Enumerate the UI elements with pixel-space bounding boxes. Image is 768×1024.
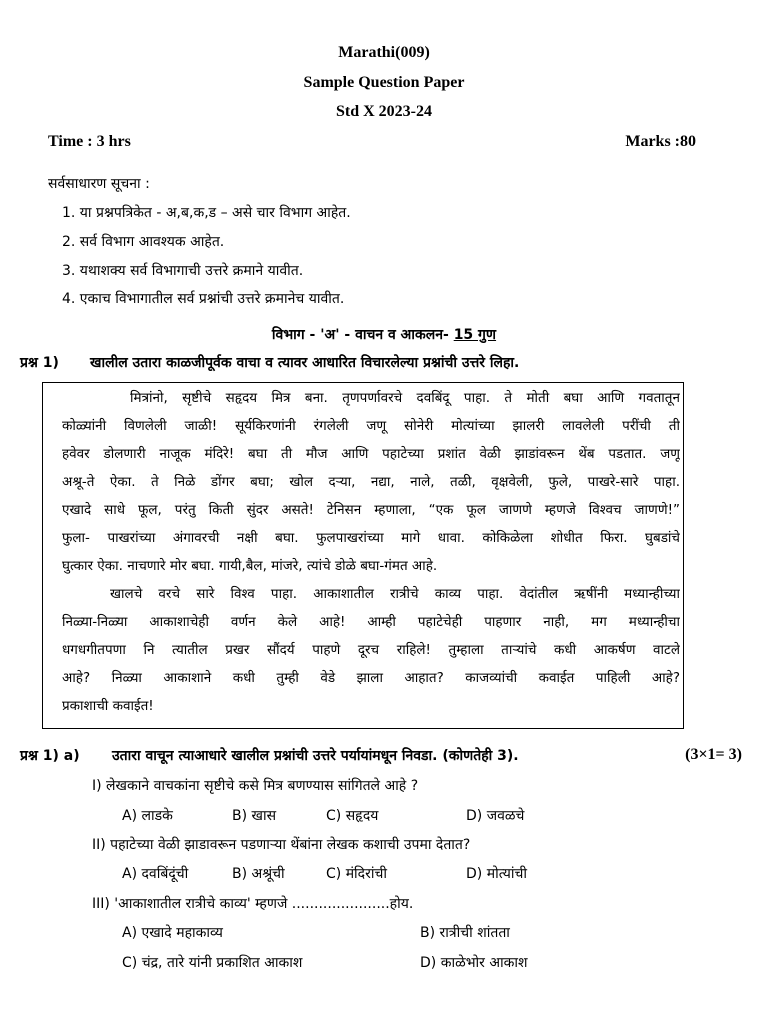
section-a-marks: 15 गुण <box>453 327 497 343</box>
mcq-question: II) पहाटेच्या वेळी झाडावरून पडणाऱ्या थेंबांना लेखक कशाची उपमा देतात? <box>92 837 471 853</box>
mcq-option: D) जवळचे <box>466 808 525 824</box>
passage-line: हवेवर डोलणारी नाजूक मंदिरे! बघा ती मौज आणि पहाटेच्या प्रशांत वेळी झाडांवरून थेंब पडतात. जणू <box>62 446 680 462</box>
passage-line: मित्रांनो, सृष्टीचे सहृदय मित्र बना. तृणपर्णावरचे दवबिंदू पाहा. ते मोती बघा आणि गवतातून <box>130 390 680 406</box>
instruction-item: 1. या प्रश्नपत्रिकेत - अ,ब,क,ड – असे चार विभाग आहेत. <box>62 205 351 221</box>
question-1a-label: प्रश्न 1) a) <box>20 748 80 764</box>
mcq-option: D) काळेभोर आकाश <box>420 955 528 971</box>
passage-line: प्रकाशाची कवाईत! <box>62 698 154 714</box>
mcq-option: A) दवबिंदूंची <box>122 866 189 882</box>
mcq-option: D) मोत्यांची <box>466 866 528 882</box>
question-1a-marks: (3×1= 3) <box>685 746 742 763</box>
section-a-heading-text: विभाग - 'अ' - वाचन व आकलन- <box>271 327 454 343</box>
instruction-item: 3. यथाशक्य सर्व विभागाची उत्तरे क्रमाने यावीत. <box>62 263 304 279</box>
class-year-title: Std X 2023-24 <box>335 103 432 120</box>
passage-line: खालचे वरचे सारे विश्व पाहा. आकाशातील रात्रीचे काव्य पाहा. वेदांतील ऋषींनी मध्यान्हीच्या <box>110 586 680 602</box>
passage-line: घुत्कार ऐका. नाचणारे मोर बघा. गायी,बैल, मांजरे, त्यांचे डोळे बघा-गंमत आहे. <box>62 558 438 574</box>
time-label: Time : 3 hrs <box>48 133 131 150</box>
instruction-item: 2. सर्व विभाग आवश्यक आहेत. <box>62 234 225 250</box>
instructions-title: सर्वसाधारण सूचना : <box>48 176 150 192</box>
passage-line: धगधगीतपणा नि त्यातील प्रखर सौंदर्य पाहणे दूरच राहिले! तुम्हाला ताऱ्यांचे कधी आकर्षण वाटले <box>62 642 680 658</box>
passage-line: एखादे साधे फूल, परंतु किती सुंदर असते! टेनिसन म्हणाला, “एक फूल जाणणे म्हणजे विश्वच जाणणे!” <box>62 502 680 518</box>
mcq-option: B) खास <box>232 808 277 824</box>
question-1-text: खालील उतारा काळजीपूर्वक वाचा व त्यावर आधारित विचारलेल्या प्रश्नांची उत्तरे लिहा. <box>90 355 520 371</box>
section-a-heading <box>0 325 768 344</box>
mcq-option: A) एखादे महाकाव्य <box>122 925 223 941</box>
mcq-option: A) लाडके <box>122 808 173 824</box>
instruction-item: 4. एकाच विभागातील सर्व प्रश्नांची उत्तरे क्रमानेच यावीत. <box>62 291 345 307</box>
mcq-option: C) मंदिरांची <box>326 866 387 882</box>
subject-title: Marathi(009) <box>338 44 430 61</box>
passage-line: निळ्या-निळ्या आकाशाचेही वर्णन केले आहे! आम्ही पहाटेचेही पाहणार नाही, मग मध्यान्हीचा <box>62 614 680 630</box>
marks-label: Marks :80 <box>625 133 696 150</box>
mcq-option: C) सहृदय <box>326 808 379 824</box>
question-1-label: प्रश्न 1) <box>20 355 59 371</box>
passage-line: कोळ्यांनी विणलेली जाळी! सूर्यकिरणांनी रंगलेली जणू सोनेरी मोत्यांच्या झालरी लावलेली परींची ती <box>62 418 680 434</box>
mcq-question: III) 'आकाशातील रात्रीचे काव्य' म्हणजे ......................होय. <box>92 896 414 912</box>
passage-line: आहे? निळ्या आकाशाने कधी तुम्ही वेडे झाला आहात? काजव्यांची कवाईत पाहिली आहे? <box>62 670 680 686</box>
paper-type-title: Sample Question Paper <box>303 74 465 91</box>
mcq-option: C) चंद्र, तारे यांनी प्रकाशित आकाश <box>122 955 303 971</box>
mcq-option: B) अश्रूंची <box>232 866 285 882</box>
mcq-question: I) लेखकाने वाचकांना सृष्टीचे कसे मित्र बणण्यास सांगितले आहे ? <box>92 778 419 794</box>
question-1a-text: उतारा वाचून त्याआधारे खालील प्रश्नांची उत्तरे पर्यायांमधून निवडा. (कोणतेही 3). <box>112 748 519 764</box>
mcq-option: B) रात्रीची शांतता <box>420 925 510 941</box>
passage-line: फुला- पाखरांच्या अंगावरची नक्षी बघा. फुलपाखरांच्या मागे धावा. कोकिळेला शोधीत फिरा. घुबडांचे <box>62 530 680 546</box>
passage-line: अश्रू-ते ऐका. ते निळे डोंगर बघा; खोल दऱ्या, नद्या, नाले, तळी, वृक्षवेली, फुले, पाखरे-सारे पाहा. <box>62 474 680 490</box>
